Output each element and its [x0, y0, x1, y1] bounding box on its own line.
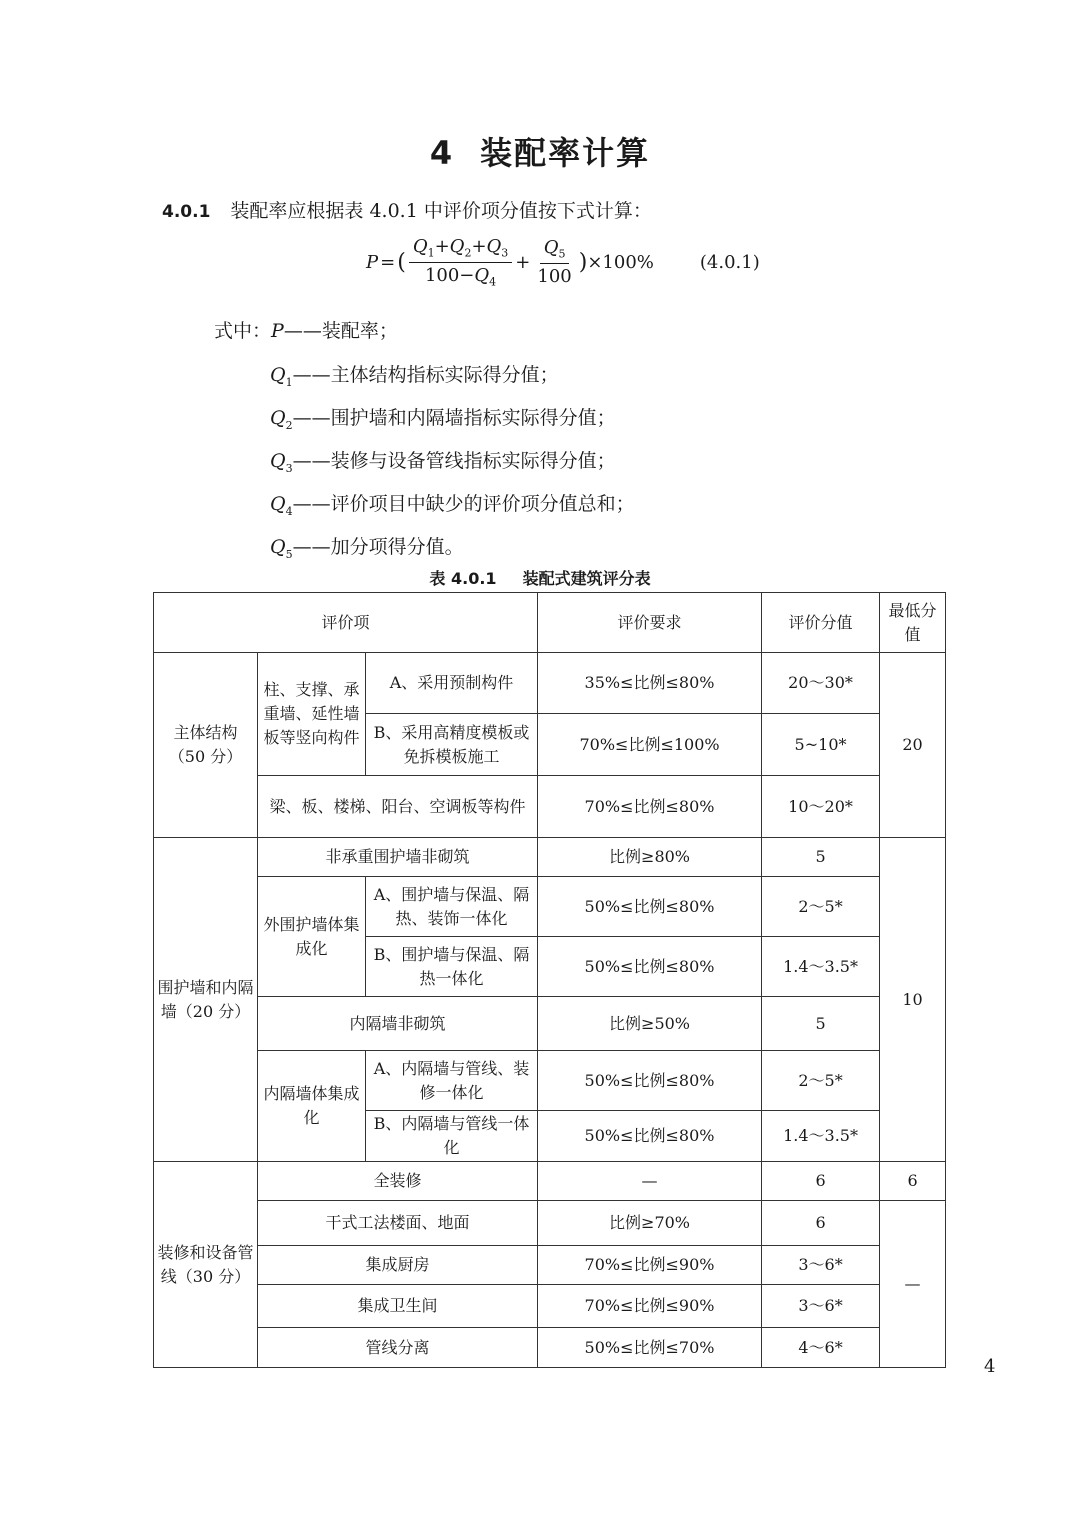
table-row	[154, 1328, 946, 1368]
min-score-full-decoration: 6	[880, 1162, 946, 1201]
score-cell: 1.4～3.5*	[762, 1111, 880, 1162]
requirement-cell: 50%≤比例≤80%	[538, 937, 762, 997]
requirement-cell: 50%≤比例≤80%	[538, 1111, 762, 1162]
chapter-number: 4	[429, 134, 455, 172]
table-header-row	[154, 593, 946, 653]
item-cell: 非承重围护墙非砌筑	[258, 838, 538, 877]
clause-number: 4.0.1	[162, 202, 211, 222]
item-cell: 干式工法楼面、地面	[258, 1201, 538, 1246]
score-cell: 5	[762, 997, 880, 1051]
fraction-1	[409, 236, 512, 288]
table-title: 装配式建筑评分表	[522, 569, 651, 588]
score-table	[153, 592, 946, 1368]
requirement-cell: 比例≥50%	[538, 997, 762, 1051]
requirement-cell: 比例≥70%	[538, 1201, 762, 1246]
table-row	[154, 653, 946, 714]
clause-paragraph	[162, 196, 652, 223]
formula-plus: +	[515, 251, 531, 273]
header-item: 评价项	[154, 593, 538, 653]
score-cell: 5	[762, 838, 880, 877]
table-row	[154, 877, 946, 937]
formula-close-paren: )	[578, 249, 588, 275]
score-cell: 10～20*	[762, 776, 880, 838]
fraction-2-denominator: 100	[537, 265, 572, 287]
option-cell: A、围护墙与保温、隔热、装饰一体化	[366, 877, 538, 937]
min-score-main-structure: 20	[880, 653, 946, 838]
item-cell: 集成卫生间	[258, 1285, 538, 1328]
requirement-cell: 70%≤比例≤90%	[538, 1246, 762, 1285]
score-cell: 1.4～3.5*	[762, 937, 880, 997]
requirement-cell: 50%≤比例≤70%	[538, 1328, 762, 1368]
item-cell: 全装修	[258, 1162, 538, 1201]
header-score: 评价分值	[762, 593, 880, 653]
header-requirement: 评价要求	[538, 593, 762, 653]
table-row	[154, 776, 946, 838]
score-cell: 6	[762, 1201, 880, 1246]
item-cell: 管线分离	[258, 1328, 538, 1368]
fraction-2-numerator: $Q_5$	[540, 237, 570, 264]
requirement-cell: 50%≤比例≤80%	[538, 1051, 762, 1111]
chapter-title-text: 装配率计算	[480, 134, 651, 172]
score-cell: 3～6*	[762, 1246, 880, 1285]
option-cell: B、围护墙与保温、隔热一体化	[366, 937, 538, 997]
table-caption	[0, 566, 1080, 589]
internal-wall-integration: 内隔墙体集成化	[258, 1051, 366, 1162]
table-row	[154, 838, 946, 877]
requirement-cell: 35%≤比例≤80%	[538, 653, 762, 714]
requirement-cell: 比例≥80%	[538, 838, 762, 877]
table-number: 表 4.0.1	[429, 569, 497, 588]
min-score-finishing-rest: —	[880, 1201, 946, 1368]
header-min: 最低分值	[880, 593, 946, 653]
score-cell: 2～5*	[762, 877, 880, 937]
requirement-cell: 70%≤比例≤80%	[538, 776, 762, 838]
horizontal-components: 梁、板、楼梯、阳台、空调板等构件	[258, 776, 538, 838]
requirement-cell: 50%≤比例≤80%	[538, 877, 762, 937]
score-cell: 5~10*	[762, 714, 880, 776]
table-row	[154, 1051, 946, 1111]
group-label-finishing: 装修和设备管线（30 分）	[154, 1162, 258, 1368]
option-cell: A、内隔墙与管线、装修一体化	[366, 1051, 538, 1111]
equation-number: (4.0.1)	[699, 251, 760, 273]
requirement-cell: 70%≤比例≤100%	[538, 714, 762, 776]
option-b-formwork: B、采用高精度模板或免拆模板施工	[366, 714, 538, 776]
score-cell: 2～5*	[762, 1051, 880, 1111]
option-a-prefab: A、采用预制构件	[366, 653, 538, 714]
score-cell: 6	[762, 1162, 880, 1201]
option-cell: B、内隔墙与管线一体化	[366, 1111, 538, 1162]
formula-lhs: P	[366, 251, 379, 273]
requirement-cell: —	[538, 1162, 762, 1201]
legend-item-q5: $Q_5——$加分项得分值。	[270, 536, 464, 561]
score-cell: 3～6*	[762, 1285, 880, 1328]
fraction-1-denominator: $100-Q_4$	[424, 264, 497, 289]
fraction-1-numerator: $Q_1+Q_2+Q_3$	[409, 236, 512, 263]
requirement-cell: 70%≤比例≤90%	[538, 1285, 762, 1328]
table-row	[154, 1285, 946, 1328]
item-cell: 内隔墙非砌筑	[258, 997, 538, 1051]
legend-item-q2: $Q_2——$围护墙和内隔墙指标实际得分值；	[270, 407, 616, 432]
formula-tail: ×100%	[587, 251, 654, 273]
vertical-components: 柱、支撑、承重墙、延性墙板等竖向构件	[258, 653, 366, 776]
external-wall-integration: 外围护墙体集成化	[258, 877, 366, 997]
table-row	[154, 1162, 946, 1201]
table-row	[154, 997, 946, 1051]
min-score-walls: 10	[880, 838, 946, 1162]
fraction-2	[533, 237, 575, 287]
clause-text: 装配率应根据表 4.0.1 中评价项分值按下式计算：	[230, 200, 652, 222]
formula-open-paren: (	[397, 249, 406, 275]
legend-item-q3: $Q_3——$装修与设备管线指标实际得分值；	[270, 450, 616, 475]
page-number: 4	[984, 1356, 996, 1377]
legend-item-q4: $Q_4——$评价项目中缺少的评价项分值总和；	[270, 493, 635, 518]
formula-equals: =	[380, 251, 396, 273]
item-cell: 集成厨房	[258, 1246, 538, 1285]
chapter-title	[0, 128, 1080, 174]
group-label-main-structure: 主体结构（50 分）	[154, 653, 258, 838]
legend-intro: 式中：	[214, 320, 272, 342]
legend-item-q1: $Q_1——$主体结构指标实际得分值；	[270, 364, 559, 389]
score-cell: 20～30*	[762, 653, 880, 714]
group-label-walls: 围护墙和内隔墙（20 分）	[154, 838, 258, 1162]
formula	[366, 232, 760, 292]
table-row	[154, 1246, 946, 1285]
legend-item-p: 式中：P——装配率；	[214, 320, 398, 342]
score-cell: 4～6*	[762, 1328, 880, 1368]
table-row	[154, 1201, 946, 1246]
